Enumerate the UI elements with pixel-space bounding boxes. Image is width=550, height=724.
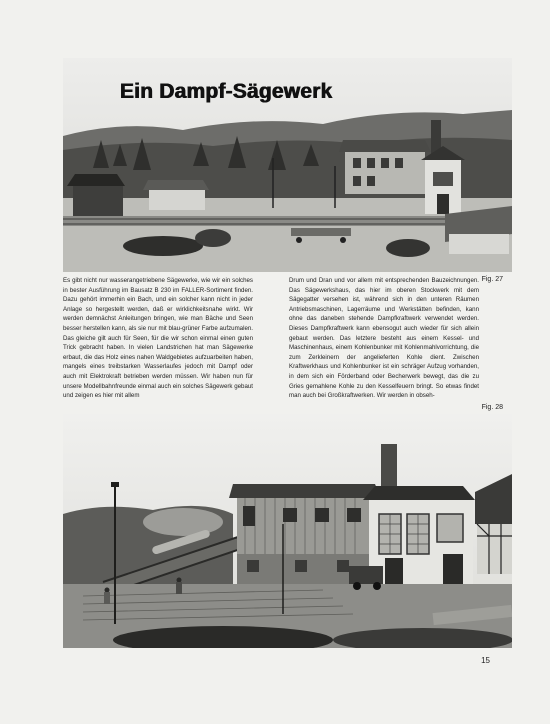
- figure-label-27: Fig. 27: [481, 276, 503, 283]
- page-number: 15: [481, 656, 490, 665]
- figure-label-28: Fig. 28: [481, 404, 503, 411]
- article-column-left: Es gibt nicht nur wasserangetriebene Sägewerke, wie wir ein solches in bester Ausführung im Bausatz B 230 im FALLER-Sortiment finden. Dazu gehört immerhin ein Bach, und ein solcher kann nicht in jeder Anlage so hergestellt werden, daß er wirklichkeitsnahe wirkt. Wir werden demnächst Anleitungen bringen, wie man Bäche und Seen besser herstellen kann, als sie nur mit blau-grüner Farbe aufzumalen. Das gleiche gilt auch für Seen, für die wir schon einmal einen guten Trick gebracht haben. In vielen Landstrichen hat man Sägewerke erbaut, die das Holz eines nahen Waldgebietes aufzuarbeiten haben, mangels eines treibstarken Wasserlaufes jedoch mit Dampf oder auch mit Elektrokraft betrieben werden müssen. Wir haben nun für unsere Modellbahnfreunde einmal auch ein solches Sägewerk gebaut und zeigen es hier mit allem: [63, 277, 253, 400]
- article-column-right: Drum und Dran und vor allem mit entsprechenden Bauzeichnungen. Das Sägewerkshaus, das hier im oberen Stockwerk mit dem Sägegatter versehen ist, während sich in den unteren Räumen Antriebsmaschinen, Lagerräume und Werkstätten befinden, kann ohne das daneben stehende Dampfkraftwerk verwendet werden. Dieses Dampfkraftwerk kann ebensogut auch wieder für sich allein gebaut werden. Das letztere besteht aus einem Kessel- und Maschinenhaus, einem Kohlenbunker mit Kohlenmahlvorrichtung, die zum Zerkleinern der angelieferten Kohle dient. Zwischen Kraftwerkhaus und Kohlenbunker ist ein schräger Aufzug vorhanden, in dem sich ein Förderband oder Becherwerk bewegt, das die zu Gries gemahlene Kohle zu den Kesselfeuern bringt. So etwas findet man auch bei Großkraftwerken. Wir werden in obseh-: [289, 277, 479, 400]
- photo-sawmill-overview: [63, 58, 512, 272]
- article-title: Ein Dampf-Sägewerk: [120, 80, 333, 103]
- photo-sawmill-closeup: [63, 414, 512, 648]
